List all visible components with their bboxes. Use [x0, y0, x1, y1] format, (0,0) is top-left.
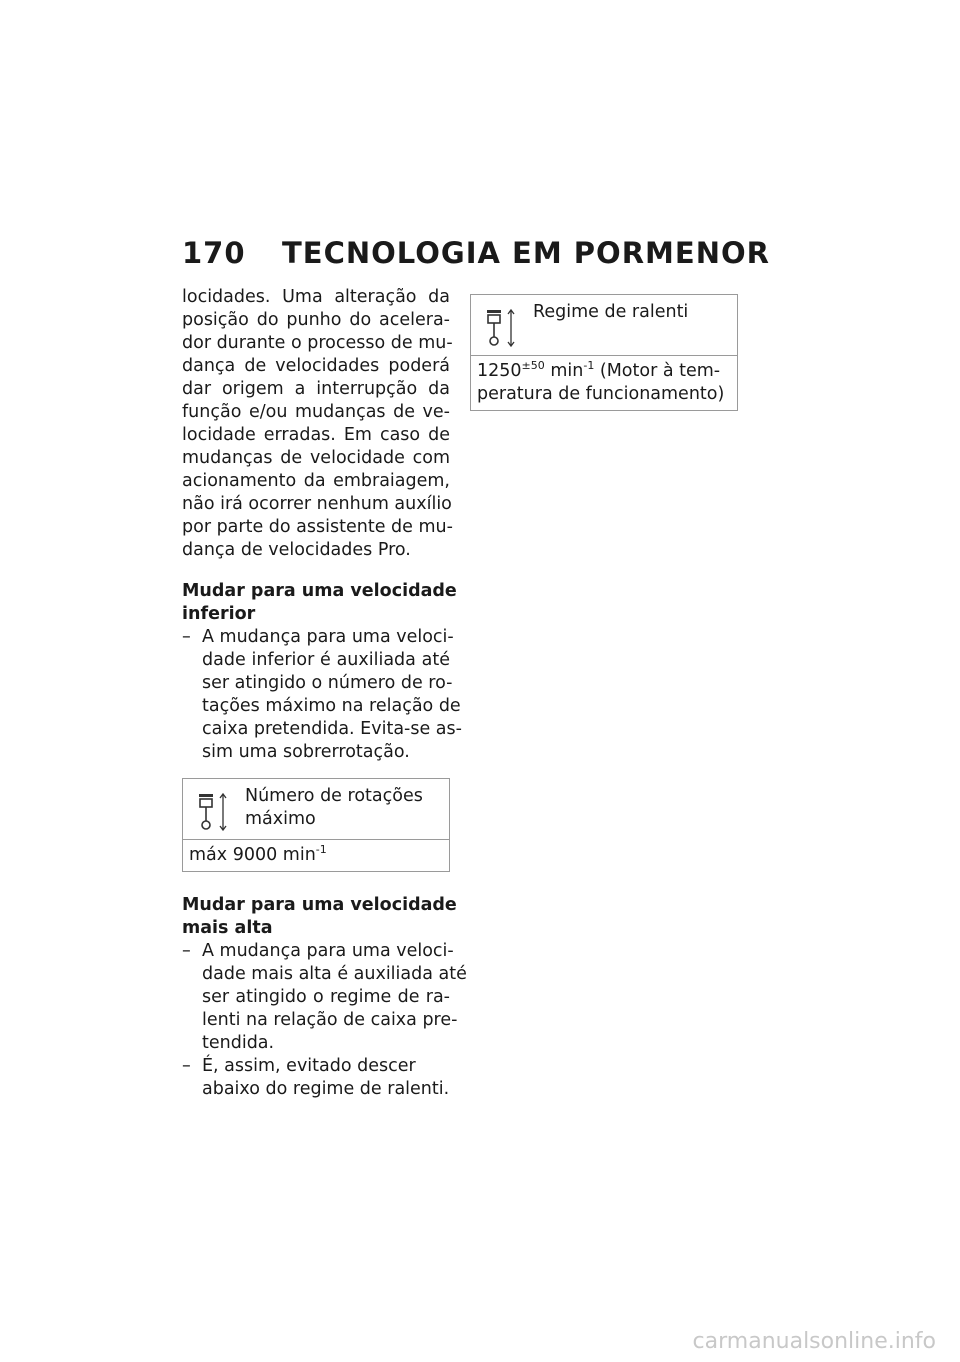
intro-line: dor durante o processo de mu-: [182, 333, 453, 353]
spec-value: [471, 356, 737, 410]
page-title: TECNOLOGIA EM PORMENOR: [282, 236, 770, 270]
bullet-line: É, assim, evitado descer: [202, 1056, 416, 1076]
spec-title: [245, 785, 423, 833]
engine-piston-icon: [197, 791, 231, 833]
page-number: 170: [182, 236, 246, 270]
intro-line: dar origem a interrupção da: [182, 379, 450, 399]
bullet-line: dade mais alta é auxiliada até: [202, 964, 467, 984]
intro-line: locidades. Uma alteração da: [182, 287, 450, 307]
bullet-line: A mudança para uma veloci-: [202, 627, 454, 647]
intro-line: função e/ou mudanças de ve-: [182, 402, 450, 422]
intro-line: dança de velocidades poderá: [182, 356, 450, 376]
heading-line: Mudar para uma velocidade: [182, 581, 457, 601]
bullet-line: abaixo do regime de ralenti.: [202, 1079, 450, 1099]
watermark: carmanualsonline.info: [692, 1329, 936, 1354]
page-header: [182, 236, 770, 270]
spec-value-exponent: -1: [315, 843, 327, 857]
bullet-line: dade inferior é auxiliada até: [202, 650, 450, 670]
bullet-dash: –: [182, 1056, 191, 1076]
engine-piston-icon: [485, 307, 519, 349]
bullet-line: tendida.: [202, 1033, 275, 1053]
bullet-line: caixa pretendida. Evita-se as-: [202, 719, 462, 739]
idle-speed-unit: min: [544, 361, 584, 381]
bullet-line: ser atingido o número de ro-: [202, 673, 453, 693]
idle-speed-tolerance: ±50: [521, 359, 545, 373]
intro-line: dança de velocidades Pro.: [182, 540, 411, 560]
spec-value: [183, 840, 449, 871]
idle-speed-unit-exponent: -1: [583, 359, 595, 373]
intro-line: mudanças de velocidade com: [182, 448, 450, 468]
spec-value-text: máx 9000 min: [189, 845, 316, 865]
bullet-upshift-1: [182, 940, 467, 1055]
left-column: [182, 286, 467, 1101]
bullet-line: lenti na relação de caixa pre-: [202, 1010, 458, 1030]
section-heading-upshift: [182, 894, 457, 940]
bullet-dash: –: [182, 627, 191, 647]
bullet-dash: –: [182, 941, 191, 961]
intro-line: não irá ocorrer nenhum auxílio: [182, 494, 452, 514]
idle-speed-condition-cont: peratura de funcionamento): [477, 384, 725, 404]
bullet-line: ser atingido o regime de ra-: [202, 987, 450, 1007]
intro-paragraph: [182, 286, 453, 562]
intro-line: posição do punho do acelera-: [182, 310, 450, 330]
intro-line: por parte do assistente de mu-: [182, 517, 453, 537]
spec-title-line: Número de rotações: [245, 786, 423, 806]
intro-line: locidade erradas. Em caso de: [182, 425, 450, 445]
bullet-line: sim uma sobrerrotação.: [202, 742, 410, 762]
spec-box-max-rpm: [182, 778, 450, 872]
heading-line: inferior: [182, 604, 256, 624]
bullet-line: tações máximo na relação de: [202, 696, 461, 716]
bullet-downshift: [182, 626, 462, 764]
spec-header: [183, 779, 449, 840]
spec-header: [471, 295, 737, 356]
heading-line: Mudar para uma velocidade: [182, 895, 457, 915]
right-column: [470, 286, 738, 433]
idle-speed-condition: (Motor à tem-: [594, 361, 721, 381]
spec-title-line: máximo: [245, 809, 316, 829]
section-heading-downshift: [182, 580, 457, 626]
heading-line: mais alta: [182, 918, 273, 938]
idle-speed-value: 1250: [477, 361, 522, 381]
intro-line: acionamento da embraiagem,: [182, 471, 450, 491]
bullet-line: A mudança para uma veloci-: [202, 941, 454, 961]
spec-box-idle-speed: [470, 294, 738, 411]
bullet-upshift-2: [182, 1055, 450, 1101]
spec-title: Regime de ralenti: [533, 302, 689, 322]
